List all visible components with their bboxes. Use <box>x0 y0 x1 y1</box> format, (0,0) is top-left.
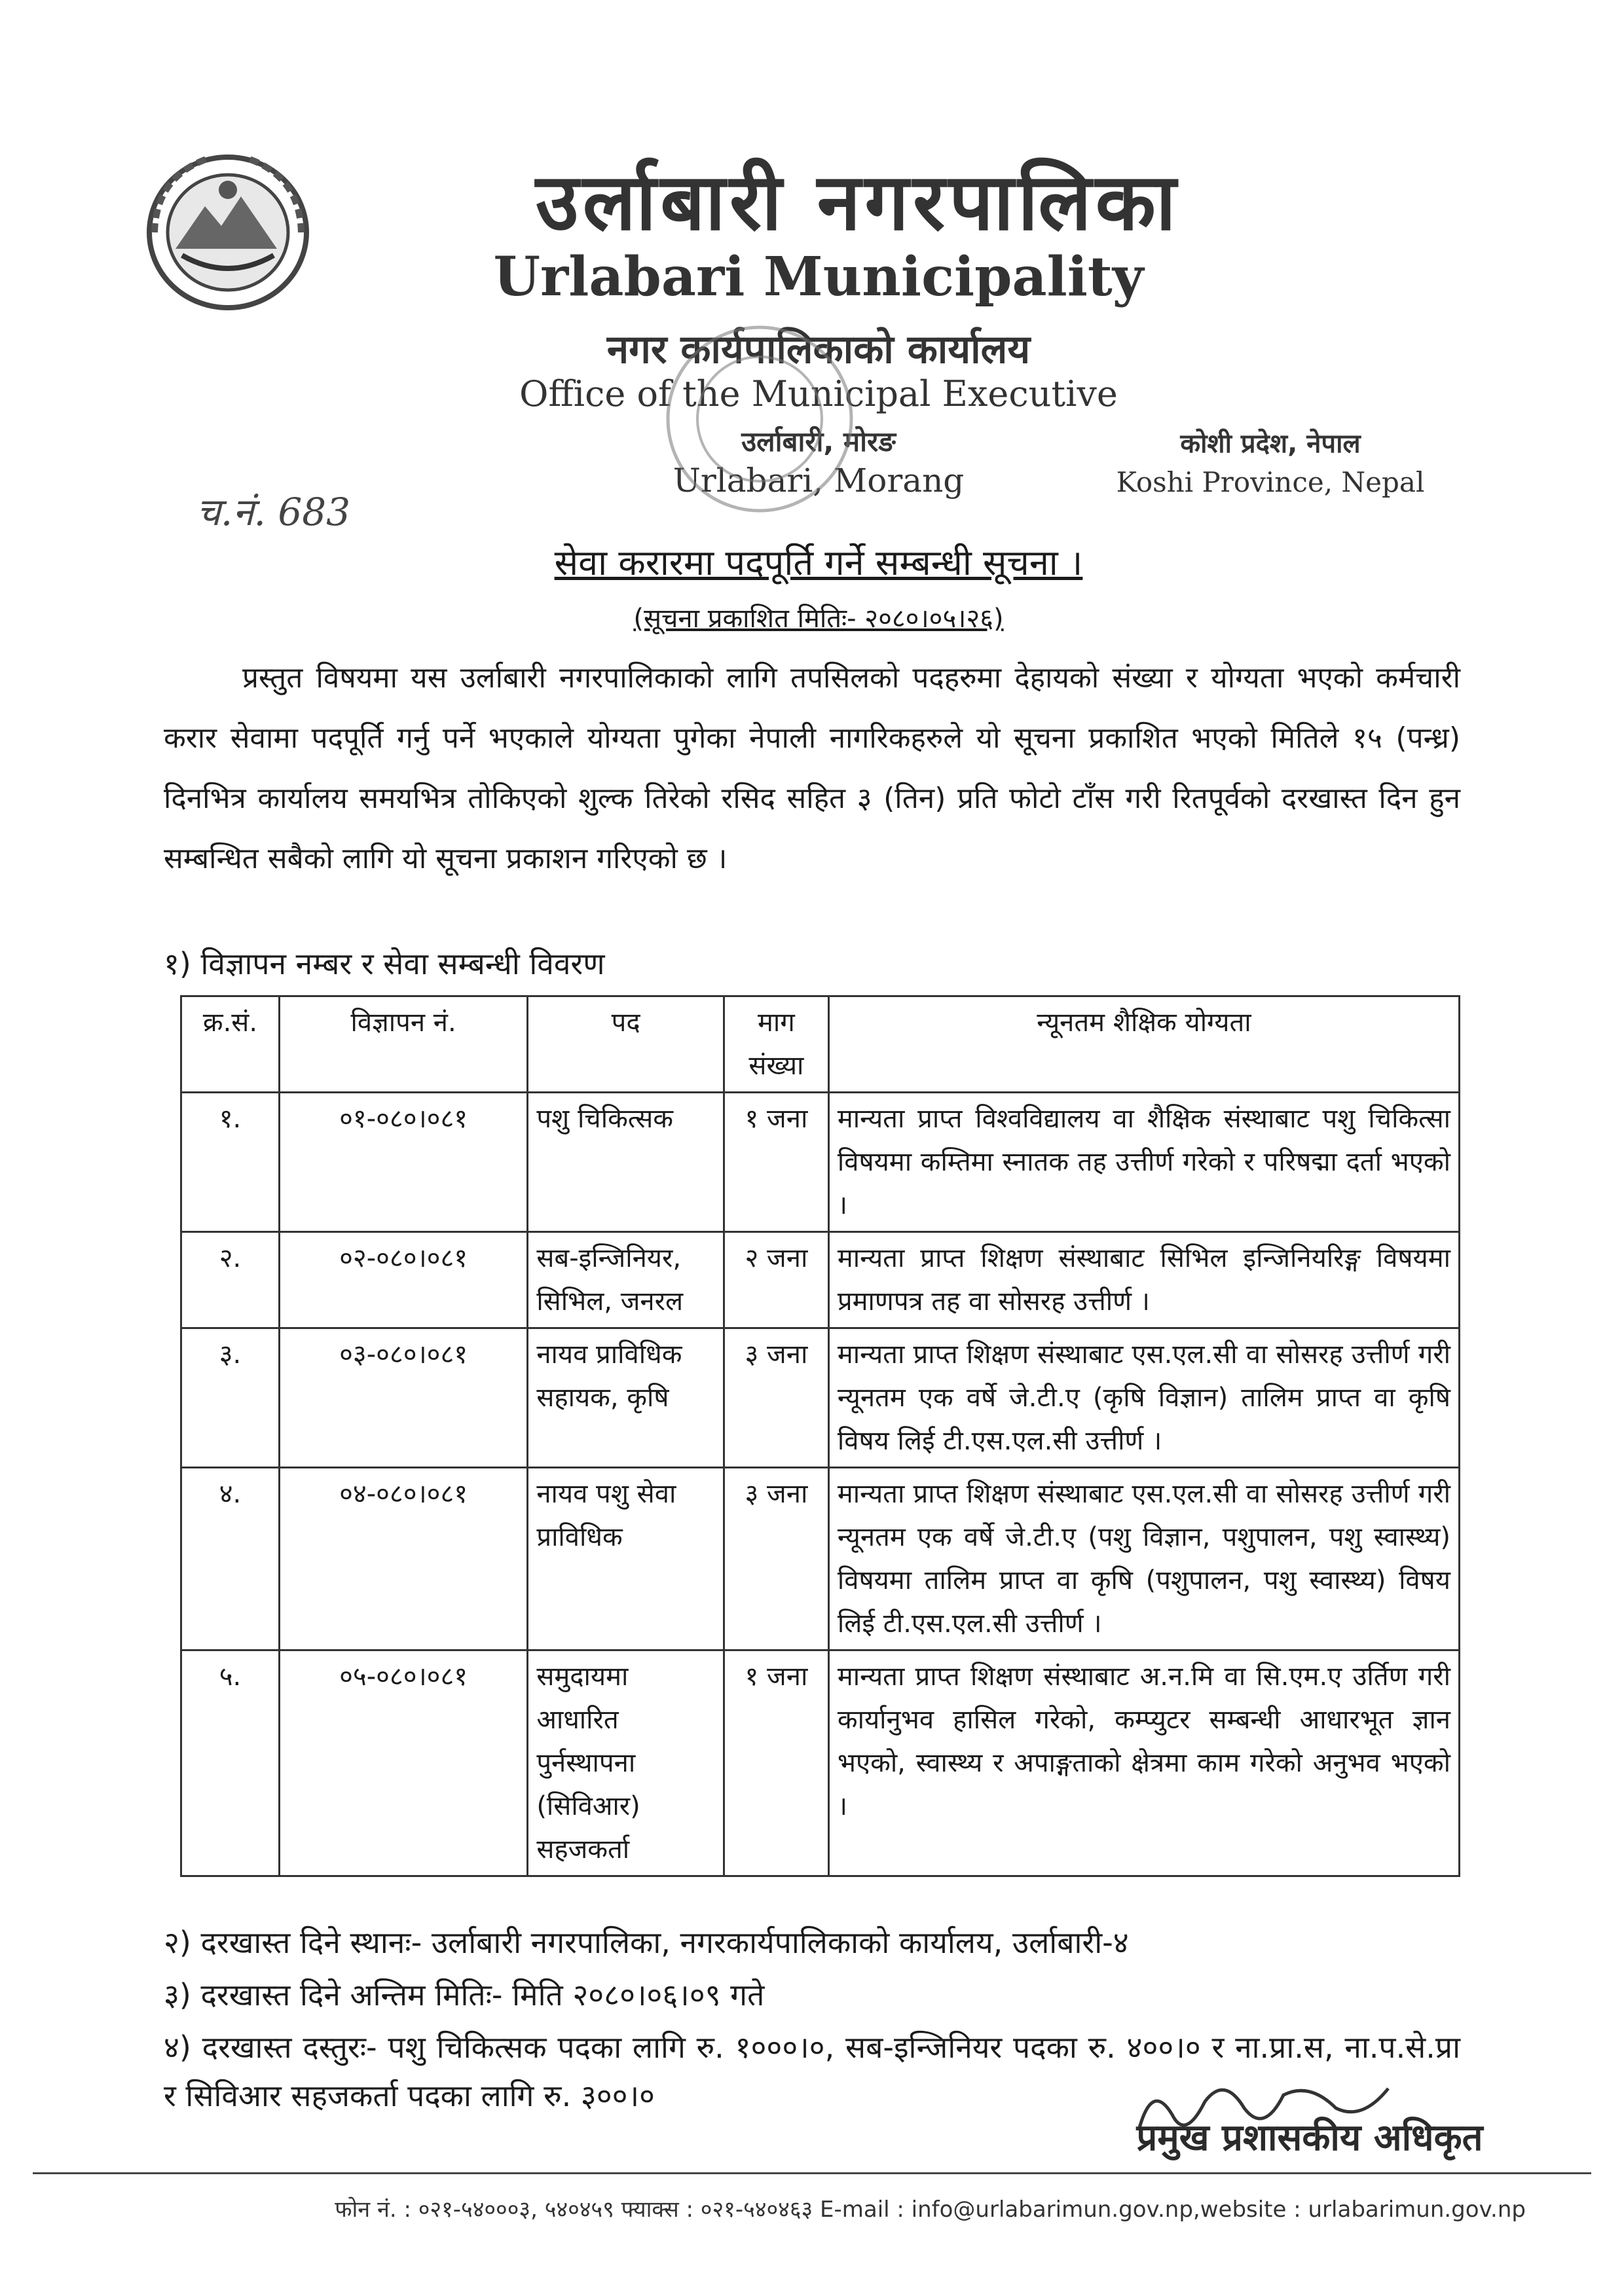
cell-post: सब-इन्जिनियर, सिभिल, जनरल <box>528 1232 724 1328</box>
province-english: Koshi Province, Nepal <box>1116 466 1425 498</box>
notice-title: सेवा करारमा पदपूर्ति गर्ने सम्बन्धी सूचना । <box>554 542 1083 583</box>
vacancy-table <box>180 995 1460 1877</box>
cell-serial: ३. <box>181 1328 280 1468</box>
cell-advert-no: ०२-०८०।०८१ <box>279 1232 527 1328</box>
handwritten-dispatch-number: च.नं. 683 <box>196 490 351 534</box>
header-serial: क्र.सं. <box>181 996 280 1093</box>
table-row <box>181 1093 1460 1232</box>
table-header-row <box>181 996 1460 1093</box>
footer-contact: फोन नं. : ०२१-५४०००३, ५४०४५९ फ्याक्स : ०२१-५४०४६३ E-mail : info@urlabarimun.gov.np,website : urlabarimun.gov.np <box>335 2196 1526 2223</box>
municipality-emblem-logo <box>143 151 313 314</box>
location-english: Urlabari, Morang <box>673 462 965 500</box>
location-nepali: उर्लाबारी, मोरङ <box>741 426 896 458</box>
notice-published-date: (सूचना प्रकाशित मितिः- २०८०।०५।२६) <box>633 604 1004 634</box>
cell-post: नायव पशु सेवा प्राविधिक <box>528 1468 724 1650</box>
cell-advert-no: ०५-०८०।०८१ <box>279 1650 527 1876</box>
notice-body-paragraph: प्रस्तुत विषयमा यस उर्लाबारी नगरपालिकाको लागि तपसिलको पदहरुमा देहायको संख्या र योग्यता भएको कर्मचारी करार सेवामा पदपूर्ति गर्नु पर्ने भएकाले योग्यता पुगेका नेपाली नागरिकहरुले यो सूचना प्रकाशित भएको मितिले १५ (पन्ध्र) दिनभित्र कार्यालय समयभित्र तोकिएको शुल्क तिरेको रसिद सहित ३ (तिन) प्रति फोटो टाँस गरी रितपूर्वको दरखास्त दिन हुन सम्बन्धित सबैको लागि यो सूचना प्रकाशन गरिएको छ । <box>164 661 1460 875</box>
cell-count: १ जना <box>724 1093 829 1232</box>
table-row <box>181 1232 1460 1328</box>
table-row <box>181 1650 1460 1876</box>
table-row <box>181 1328 1460 1468</box>
cell-post: समुदायमा आधारित पुर्नस्थापना (सिविआर) सहजकर्ता <box>528 1650 724 1876</box>
cell-qualification: मान्यता प्राप्त शिक्षण संस्थाबाट एस.एल.सी वा सोसरह उत्तीर्ण गरी न्यूनतम एक वर्षे जे.टी.ए (पशु विज्ञान, पशुपालन, पशु स्वास्थ्य) विषयमा तालिम प्राप्त वा कृषि (पशुपालन, पशु स्वास्थ्य) विषय लिई टी.एस.एल.सी उत्तीर्ण । <box>828 1468 1459 1650</box>
cell-advert-no: ०१-०८०।०८१ <box>279 1093 527 1232</box>
cell-qualification: मान्यता प्राप्त शिक्षण संस्थाबाट सिभिल इन्जिनियरिङ्ग विषयमा प्रमाणपत्र तह वा सोसरह उत्तीर्ण । <box>828 1232 1459 1328</box>
signatory-title: प्रमुख प्रशासकीय अधिकृत <box>1136 2117 1483 2159</box>
cell-serial: १. <box>181 1093 280 1232</box>
cell-serial: २. <box>181 1232 280 1328</box>
application-fee: ४) दरखास्त दस्तुरः- पशु चिकित्सक पदका लागि रु. १०००।०, सब-इन्जिनियर पदका रु. ४००।० र ना.प्रा.स, ना.प.से.प्रा र सिविआर सहजकर्ता पदका लागि रु. ३००।० <box>164 2030 1460 2113</box>
header-count: माग संख्या <box>724 996 829 1093</box>
province-nepali: कोशी प्रदेश, नेपाल <box>1180 429 1361 459</box>
municipality-name-nepali: उर्लाबारी नगरपालिका <box>536 157 1180 248</box>
table-row <box>181 1468 1460 1650</box>
cell-count: २ जना <box>724 1232 829 1328</box>
cell-qualification: मान्यता प्राप्त विश्वविद्यालय वा शैक्षिक संस्थाबाट पशु चिकित्सा विषयमा कम्तिमा स्नातक तह उत्तीर्ण गरेको र परिषद्मा दर्ता भएको । <box>828 1093 1459 1232</box>
cell-count: ३ जना <box>724 1328 829 1468</box>
office-seal-stamp <box>655 314 864 524</box>
section-1-heading: १) विज्ञापन नम्बर र सेवा सम्बन्धी विवरण <box>164 946 605 981</box>
application-place: २) दरखास्त दिने स्थानः- उर्लाबारी नगरपालिका, नगरकार्यपालिकाको कार्यालय, उर्लाबारी-४ <box>164 1925 1129 1960</box>
cell-count: १ जना <box>724 1650 829 1876</box>
header-advert-no: विज्ञापन नं. <box>279 996 527 1093</box>
cell-advert-no: ०४-०८०।०८१ <box>279 1468 527 1650</box>
cell-advert-no: ०३-०८०।०८१ <box>279 1328 527 1468</box>
header-post: पद <box>528 996 724 1093</box>
footer-divider <box>33 2172 1591 2174</box>
municipality-name-english: Urlabari Municipality <box>493 246 1144 308</box>
application-deadline: ३) दरखास्त दिने अन्तिम मितिः- मिति २०८०।०६।०९ गते <box>164 1977 765 2013</box>
cell-qualification: मान्यता प्राप्त शिक्षण संस्थाबाट अ.न.मि वा सि.एम.ए उर्तिण गरी कार्यानुभव हासिल गरेको, कम्प्युटर सम्बन्धी आधारभूत ज्ञान भएको, स्वास्थ्य र अपाङ्गताको क्षेत्रमा काम गरेको अनुभव भएको । <box>828 1650 1459 1876</box>
cell-count: ३ जना <box>724 1468 829 1650</box>
office-name-nepali: नगर कार्यपालिकाको कार्यालय <box>606 327 1031 373</box>
cell-serial: ४. <box>181 1468 280 1650</box>
cell-qualification: मान्यता प्राप्त शिक्षण संस्थाबाट एस.एल.सी वा सोसरह उत्तीर्ण गरी न्यूनतम एक वर्षे जे.टी.ए (कृषि विज्ञान) तालिम प्राप्त वा कृषि विषय लिई टी.एस.एल.सी उत्तीर्ण । <box>828 1328 1459 1468</box>
cell-serial: ५. <box>181 1650 280 1876</box>
office-name-english: Office of the Municipal Executive <box>519 373 1118 414</box>
cell-post: नायव प्राविधिक सहायक, कृषि <box>528 1328 724 1468</box>
cell-post: पशु चिकित्सक <box>528 1093 724 1232</box>
header-qualification: न्यूनतम शैक्षिक योग्यता <box>828 996 1459 1093</box>
